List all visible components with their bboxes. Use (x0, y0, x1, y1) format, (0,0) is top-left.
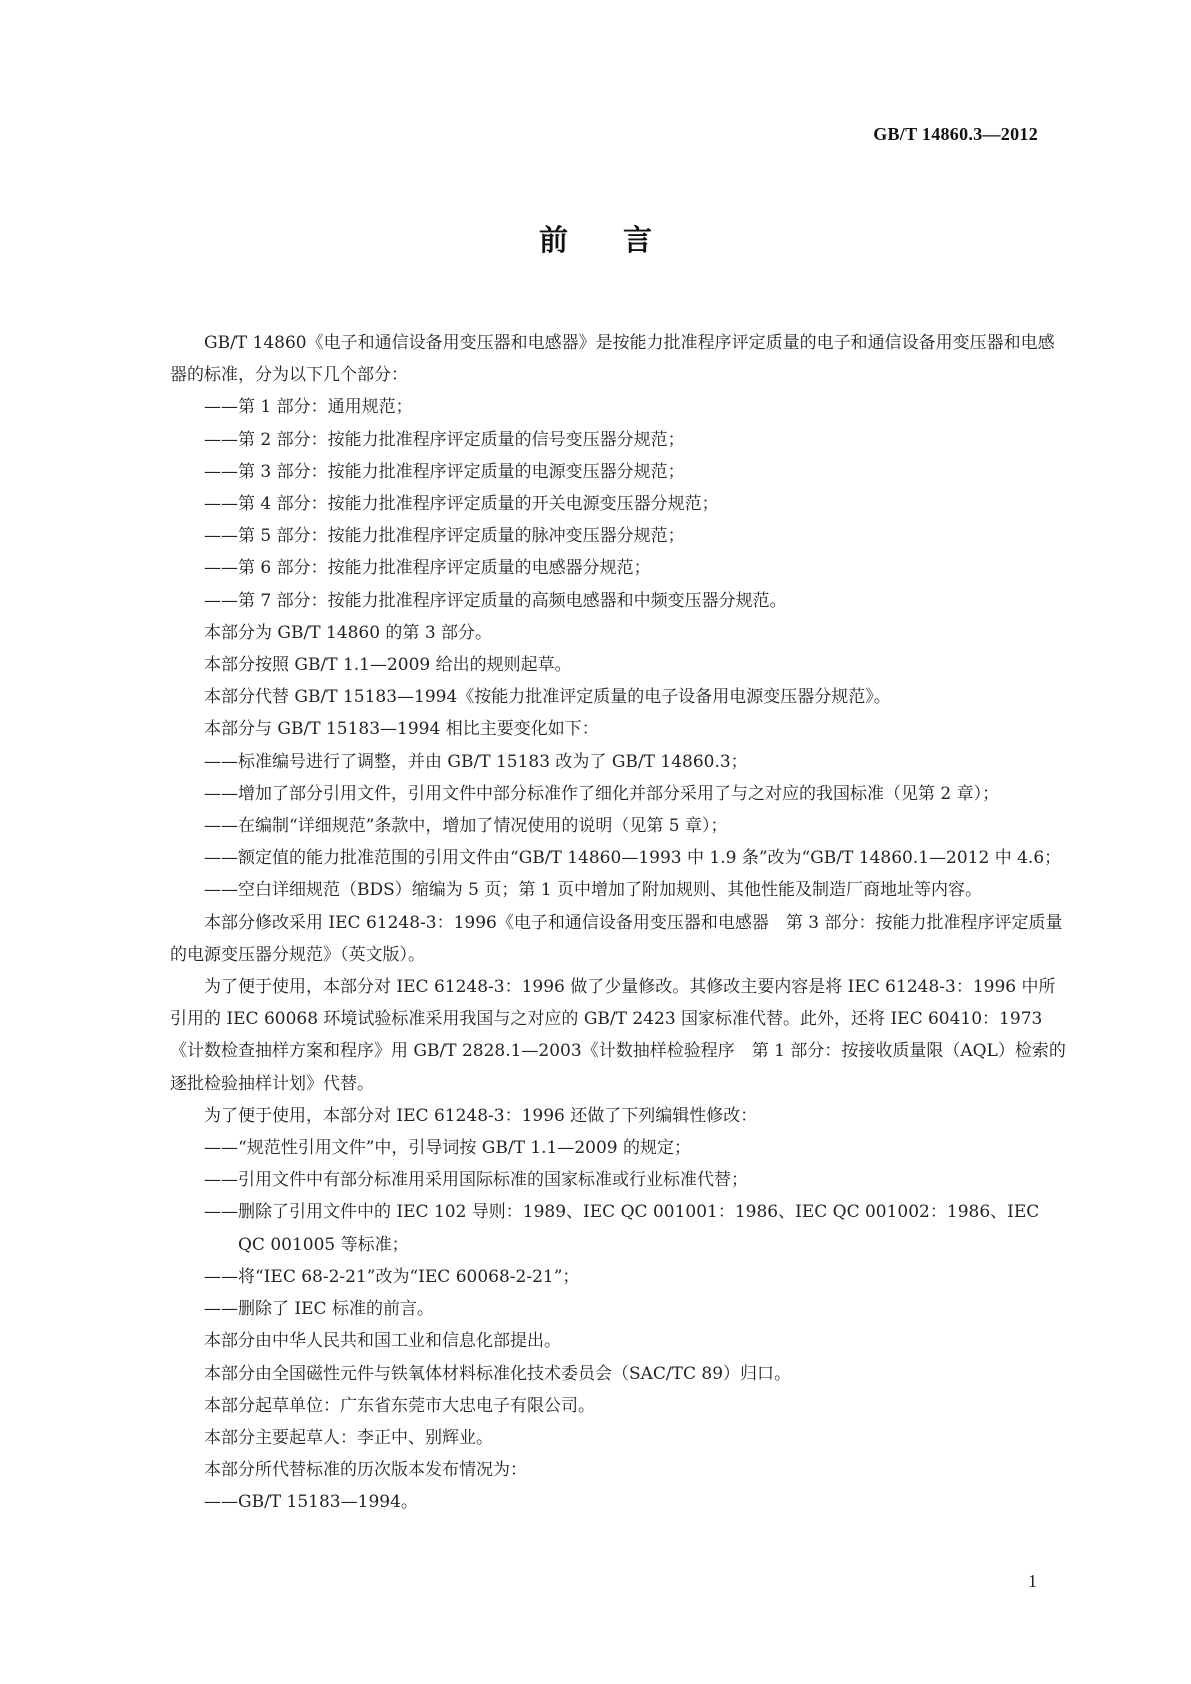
body-paragraph: 本部分修改采用 IEC 61248-3：1996《电子和通信设备用变压器和电感器 第 3 部分：按能力批准程序评定质量的电源变压器分规范》（英文版）。 (170, 912, 1063, 965)
page-number: 1 (1028, 1571, 1037, 1591)
body-paragraph: GB/T 14860《电子和通信设备用变压器和电感器》是按能力批准程序评定质量的电子和通信设备用变压器和电感器的标准，分为以下几个部分： (170, 333, 1055, 386)
document-body (170, 327, 1070, 1519)
body-paragraph: 为了便于使用，本部分对 IEC 61248-3：1996 做了少量修改。其修改主要内容是将 IEC 61248-3：1996 中所引用的 IEC 60068 环境试验标准采用我国与之对应的 GB/T 2423 国家标准代替。此外，还将 IEC 60410：1973《计数检查抽样方案和程序》用 GB/T 2828.1—2003《计数抽样检验程序 第 1 部分：按接收质量限（AQL）检索的逐批检验抽样计划》代替。 (170, 977, 1066, 1094)
list-item: ——空白详细规范（BDS）缩编为 5 页；第 1 页中增加了附加规则、其他性能及制造厂商地址等内容。 (204, 880, 983, 901)
body-paragraph: 为了便于使用，本部分对 IEC 61248-3：1996 还做了下列编辑性修改： (204, 1105, 758, 1126)
list-item: ——额定值的能力批准范围的引用文件由“GB/T 14860—1993 中 1.9 条”改为“GB/T 14860.1—2012 中 4.6； (204, 848, 1062, 869)
list-item: ——第 1 部分：通用规范； (204, 397, 413, 418)
list-item: ——第 2 部分：按能力批准程序评定质量的信号变压器分规范； (204, 429, 685, 450)
page-title: 前言 (538, 223, 707, 257)
list-item: ——第 6 部分：按能力批准程序评定质量的电感器分规范； (204, 558, 651, 579)
body-paragraph: 本部分与 GB/T 15183—1994 相比主要变化如下： (204, 719, 599, 740)
list-item: ——第 7 部分：按能力批准程序评定质量的高频电感器和中频变压器分规范。 (204, 590, 787, 611)
list-item: ——第 4 部分：按能力批准程序评定质量的开关电源变压器分规范； (204, 494, 719, 515)
list-item: ——在编制“详细规范”条款中，增加了情况使用的说明（见第 5 章）； (204, 816, 728, 837)
list-item: ——第 5 部分：按能力批准程序评定质量的脉冲变压器分规范； (204, 526, 685, 547)
body-paragraph: 本部分所代替标准的历次版本发布情况为： (204, 1460, 527, 1481)
body-paragraph: 本部分为 GB/T 14860 的第 3 部分。 (204, 622, 493, 643)
list-item: ——引用文件中有部分标准用采用国际标准的国家标准或行业标准代替； (204, 1170, 748, 1191)
body-paragraph: 本部分由中华人民共和国工业和信息化部提出。 (204, 1331, 561, 1352)
body-paragraph: 本部分起草单位：广东省东莞市大忠电子有限公司。 (204, 1395, 595, 1416)
list-item: ——删除了引用文件中的 IEC 102 导则：1989、IEC QC 001001：1986、IEC QC 001002：1986、IEC QC 001005 等标准； (204, 1202, 1040, 1255)
body-paragraph: 本部分由全国磁性元件与铁氧体材料标准化技术委员会（SAC/TC 89）归口。 (204, 1363, 792, 1384)
list-item: ——删除了 IEC 标准的前言。 (204, 1299, 434, 1320)
list-item: ——将“IEC 68-2-21”改为“IEC 60068-2-21”； (204, 1266, 580, 1287)
body-paragraph: 本部分主要起草人：李正中、别辉业。 (204, 1427, 493, 1448)
standard-code: GB/T 14860.3—2012 (873, 124, 1038, 144)
list-item: ——第 3 部分：按能力批准程序评定质量的电源变压器分规范； (204, 461, 685, 482)
list-item: ——GB/T 15183—1994。 (204, 1492, 418, 1513)
body-paragraph: 本部分按照 GB/T 1.1—2009 给出的规则起草。 (204, 655, 572, 676)
body-paragraph: 本部分代替 GB/T 15183—1994《按能力批准评定质量的电子设备用电源变压器分规范》。 (204, 687, 891, 708)
list-item: ——增加了部分引用文件，引用文件中部分标准作了细化并部分采用了与之对应的我国标准（见第 2 章）； (204, 783, 1000, 804)
list-item: ——标准编号进行了调整，并由 GB/T 15183 改为了 GB/T 14860.3； (204, 751, 748, 772)
list-item: ——“规范性引用文件”中，引导词按 GB/T 1.1—2009 的规定； (204, 1138, 692, 1159)
